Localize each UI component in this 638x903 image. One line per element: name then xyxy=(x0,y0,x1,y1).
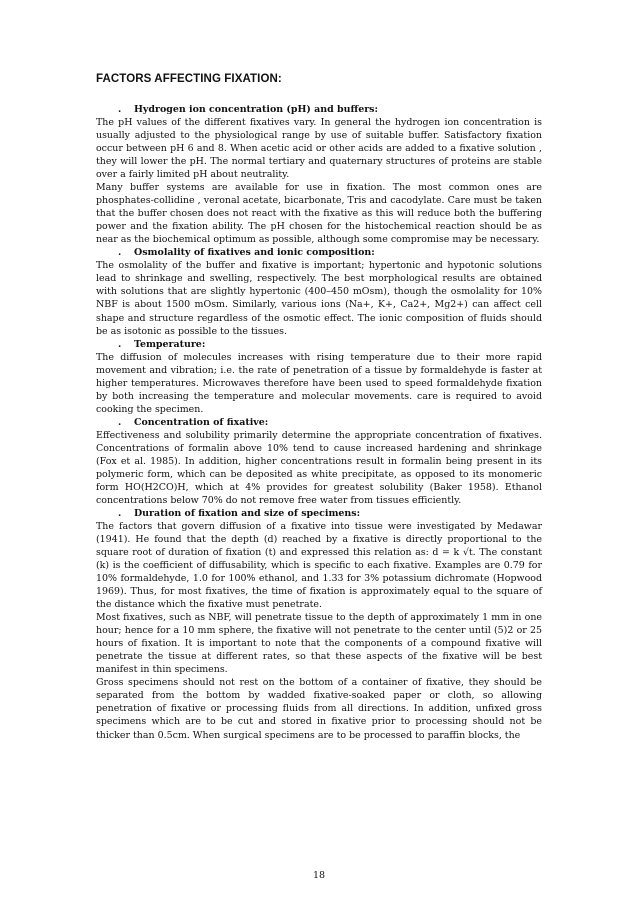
section-title-temperature xyxy=(96,338,542,351)
section-title-text: Temperature: xyxy=(134,338,206,350)
section-title-osmolality xyxy=(96,246,542,259)
section-title-text: Duration of fixation and size of specimens: xyxy=(134,507,361,519)
paragraph: Effectiveness and solubility primarily determine the appropriate concentration of fixatives. Concentrations of formalin above 10% tend to cause increased hardening and shrinkage (Fox et al. 1985). In addition, higher concentrations result in formalin being present in its polymeric form, which can be deposited as white precipitate, as opposed to its monomeric form HO(H2CO)H, which at 4% provides for greatest solubility (Baker 1958). Ethanol concentrations below 70% do not remove free water from tissues efficiently. xyxy=(96,429,542,506)
paragraph: Many buffer systems are available for use in fixation. The most common ones are phosphates-collidine , veronal acetate, bicarbonate, Tris and cacodylate. Care must be taken that the buffer chosen does not react with the fixative as this will reduce both the buffering power and the fixation ability. The pH chosen for the histochemical reaction should be as near as the biochemical optimum as possible, although some compromise may be necessary. xyxy=(96,182,542,246)
section-title-ph-buffers xyxy=(96,103,542,116)
document-body xyxy=(96,103,542,742)
bullet-icon: . xyxy=(118,416,122,428)
paragraph: Most fixatives, such as NBF, will penetrate tissue to the depth of approximately 1 mm in one hour; hence for a 10 mm sphere, the fixative will not penetrate to the center until (5)2 or 25 hours of fixation. It is important to note that the components of a compound fixative will penetrate the tissue at different rates, so that these aspects of the fixative will be best manifest in thin specimens. xyxy=(96,612,542,676)
paragraph: The pH values of the different fixatives vary. In general the hydrogen ion concentration is usually adjusted to the physiological range by use of suitable buffer. Satisfactory fixation occur between pH 6 and 8. When acetic acid or other acids are added to a fixative solution , they will lower the pH. The normal tertiary and quaternary structures of proteins are stable over a fairly limited pH about neutrality. xyxy=(96,117,542,181)
bullet-icon: . xyxy=(118,338,122,350)
page-number: 18 xyxy=(312,870,326,881)
section-title-duration-size xyxy=(96,507,542,520)
paragraph: The diffusion of molecules increases with rising temperature due to their more rapid movement and vibration; i.e. the rate of penetration of a tissue by formaldehyde is faster at higher temperatures. Microwaves therefore have been used to speed formaldehyde fixation by both increasing the temperature and molecular movements. care is required to avoid cooking the specimen. xyxy=(96,351,542,415)
paragraph: The factors that govern diffusion of a fixative into tissue were investigated by Medawar (1941). He found that the depth (d) reached by a fixative is directly proportional to the square root of duration of fixation (t) and expressed this relation as: d = k √t. The constant (k) is the coefficient of diffusability, which is specific to each fixative. Examples are 0.79 for 10% formaldehyde, 1.0 for 100% ethanol, and 1.33 for 3% potassium dichromate (Hopwood 1969). Thus, for most fixatives, the time of fixation is approximately equal to the square of the distance which the fixative must penetrate. xyxy=(96,521,542,611)
page-heading: FACTORS AFFECTING FIXATION: xyxy=(96,73,282,85)
section-title-text: Hydrogen ion concentration (pH) and buffers: xyxy=(134,104,378,115)
paragraph: Gross specimens should not rest on the bottom of a container of fixative, they should be separated from the bottom by wadded fixative-soaked paper or cloth, so allowing penetration of fixative or processing fluids from all directions. In addition, unfixed gross specimens which are to be cut and stored in fixative prior to processing should not be thicker than 0.5cm. When surgical specimens are to be processed to paraffin blocks, the xyxy=(96,677,542,741)
paragraph: The osmolality of the buffer and fixative is important; hypertonic and hypotonic solutions lead to shrinkage and swelling, respectively. The best morphological results are obtained with solutions that are slightly hypertonic (400–450 mOsm), though the osmolality for 10% NBF is about 1500 mOsm. Similarly, various ions (Na+, K+, Ca2+, Mg2+) can affect cell shape and structure regardless of the osmotic effect. The ionic composition of fluids should be as isotonic as possible to the tissues. xyxy=(96,260,542,337)
bullet-icon: . xyxy=(118,507,122,519)
section-title-text: Concentration of fixative: xyxy=(134,416,269,428)
bullet-icon: . xyxy=(118,104,122,115)
section-title-text: Osmolality of fixatives and ionic composition: xyxy=(134,247,375,259)
bullet-icon: . xyxy=(118,247,122,259)
section-title-concentration xyxy=(96,416,542,429)
